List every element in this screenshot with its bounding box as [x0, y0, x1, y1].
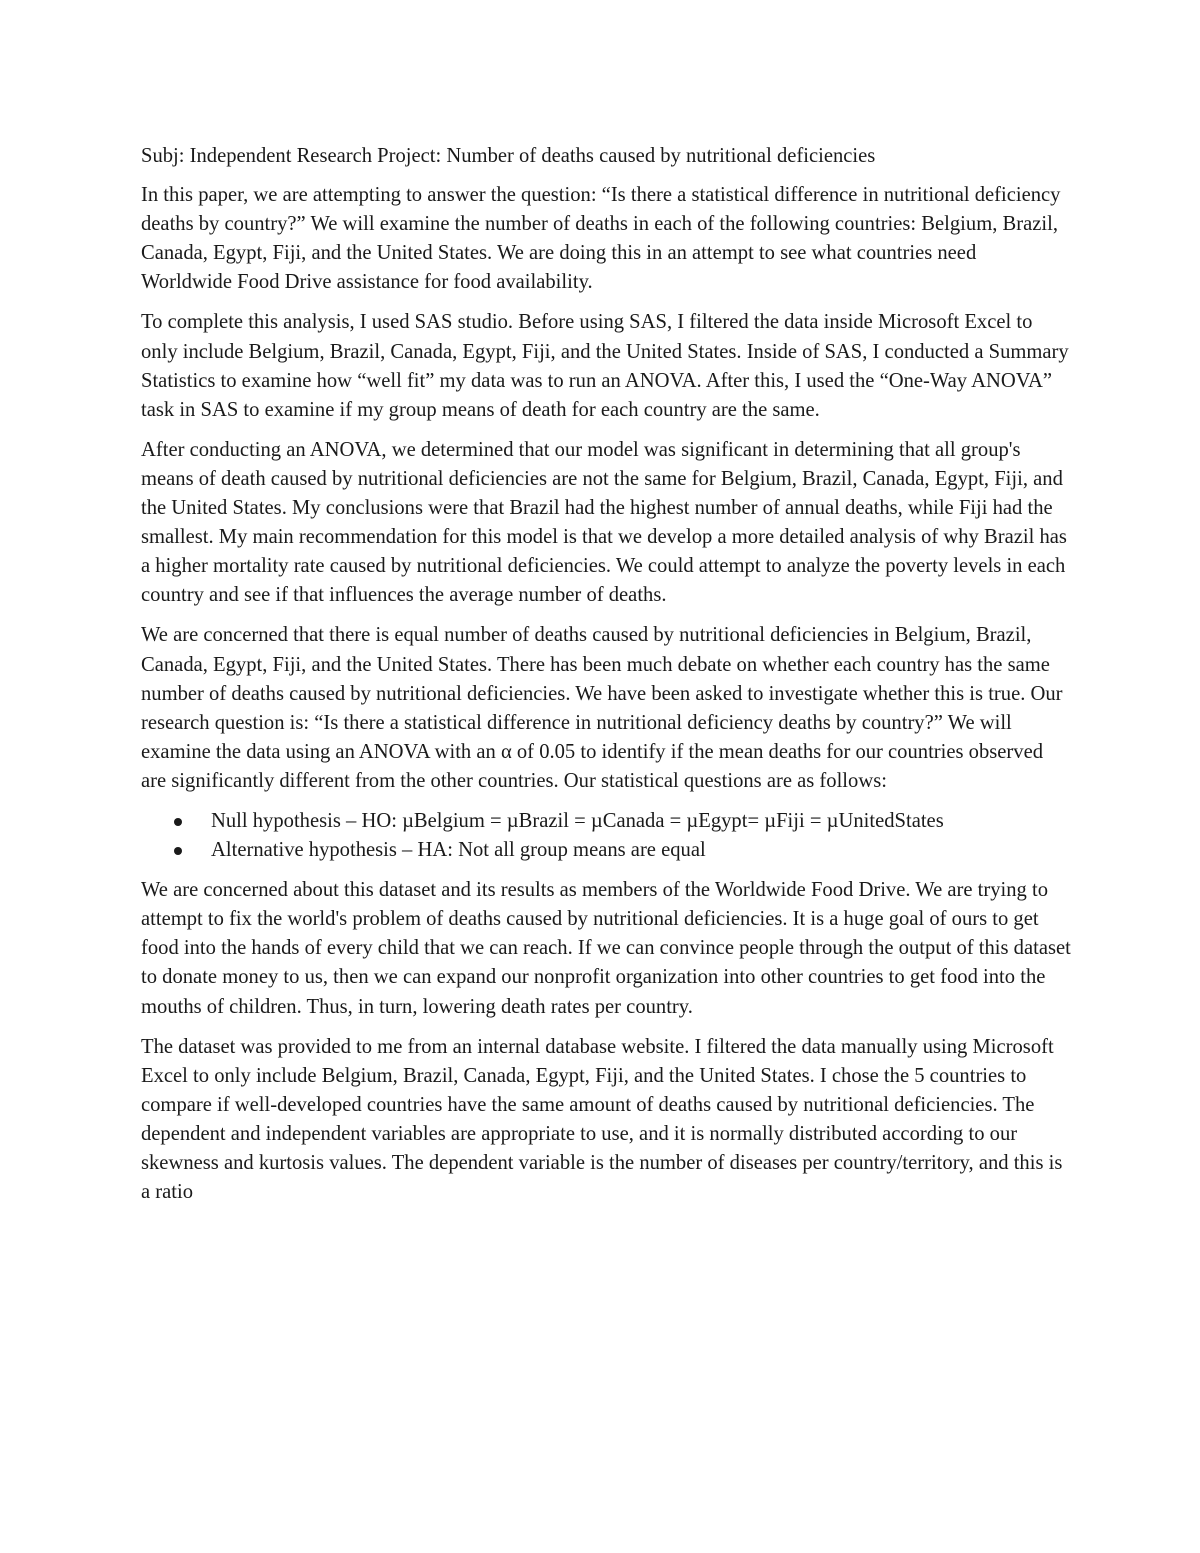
- list-item-alternative-hypothesis: [141, 836, 1071, 865]
- subject-line: Subj: Independent Research Project: Number of deaths caused by nutritional deficiencies: [141, 145, 876, 167]
- null-hypothesis-text: Null hypothesis – HO: µBelgium = µBrazil = µCanada = µEgypt= µFiji = µUnitedStates: [211, 809, 944, 832]
- paragraph-methods: To complete this analysis, I used SAS studio. Before using SAS, I filtered the data inside Microsoft Excel to only include Belgium, Brazil, Canada, Egypt, Fiji, and the United States. Inside of SAS, I conducted a Summary Statistics to examine how “well fit” my data was to run an ANOVA. After this, I used the “One-Way ANOVA” task in SAS to examine if my group means of death for each country are the same.: [141, 311, 1069, 421]
- paragraph-motivation: We are concerned about this dataset and its results as members of the Worldwide Food Drive. We are trying to attempt to fix the world's problem of deaths caused by nutritional deficiencies. It is a huge goal of ours to get food into the hands of every child that we can reach. If we can convince people through the output of this dataset to donate money to us, then we can expand our nonprofit organization into other countries to get food into the mouths of children. Thus, in turn, lowering death rates per country.: [141, 879, 1071, 1018]
- paragraph-conclusions: After conducting an ANOVA, we determined that our model was significant in determining that all group's means of death caused by nutritional deficiencies are not the same for Belgium, Brazil, Canada, Egypt, Fiji, and the United States. My conclusions were that Brazil had the highest number of annual deaths, while Fiji had the smallest. My main recommendation for this model is that we develop a more detailed analysis of why Brazil has a higher mortality rate caused by nutritional deficiencies. We could attempt to analyze the poverty levels in each country and see if that influences the average number of deaths.: [141, 438, 1067, 607]
- paragraph-introduction: In this paper, we are attempting to answer the question: “Is there a statistical difference in nutritional deficiency deaths by country?” We will examine the number of deaths in each of the following countries: Belgium, Brazil, Canada, Egypt, Fiji, and the United States. We are doing this in an attempt to see what countries need Worldwide Food Drive assistance for food availability.: [141, 184, 1061, 294]
- paragraph-research-question: We are concerned that there is equal number of deaths caused by nutritional deficiencies in Belgium, Brazil, Canada, Egypt, Fiji, and the United States. There has been much debate on whether each country has the same number of deaths caused by nutritional deficiencies. We have been asked to investigate whether this is true. Our research question is: “Is there a statistical difference in nutritional deficiency deaths by country?” We will examine the data using an ANOVA with an α of 0.05 to identify if the mean deaths for our countries observed are significantly different from the other countries. Our statistical questions are as follows:: [141, 624, 1063, 792]
- paragraph-dataset: The dataset was provided to me from an internal database website. I filtered the data manually using Microsoft Excel to only include Belgium, Brazil, Canada, Egypt, Fiji, and the United States. I chose the 5 countries to compare if well-developed countries have the same amount of deaths caused by nutritional deficiencies. The dependent and independent variables are appropriate to use, and it is normally distributed according to our skewness and kurtosis values. The dependent variable is the number of diseases per country/territory, and this is a ratio: [141, 1035, 1063, 1204]
- document-body: [141, 142, 1071, 1218]
- hypothesis-list: [141, 807, 1071, 865]
- alternative-hypothesis-text: Alternative hypothesis – HA: Not all group means are equal: [211, 839, 706, 862]
- list-item-null-hypothesis: [141, 807, 1071, 836]
- bullet-icon: [174, 818, 182, 826]
- bullet-icon: [174, 847, 182, 855]
